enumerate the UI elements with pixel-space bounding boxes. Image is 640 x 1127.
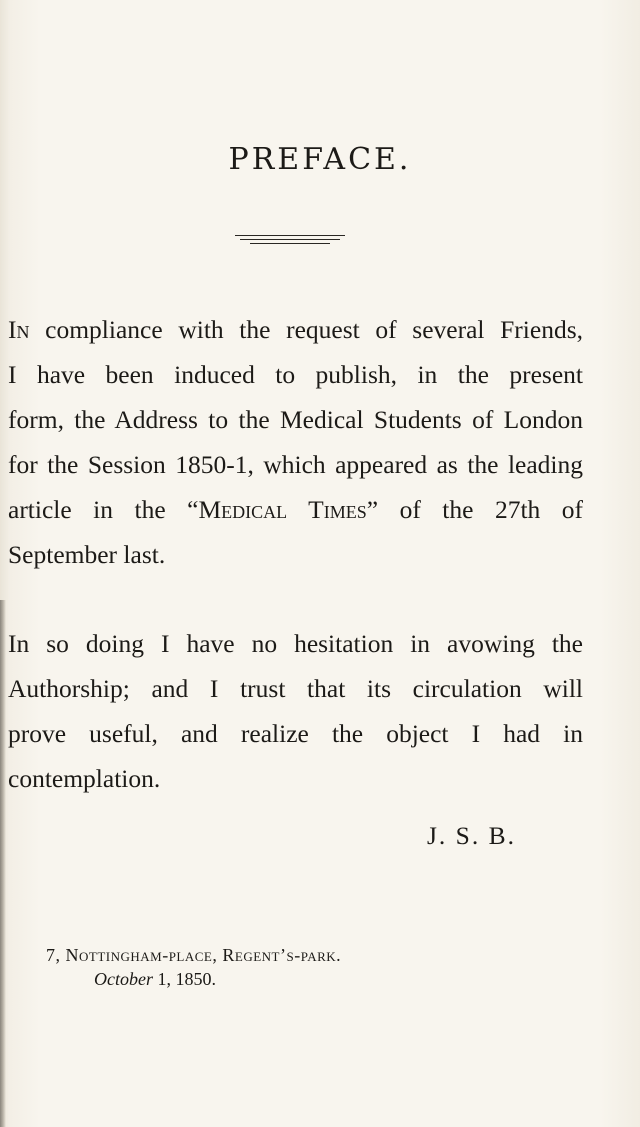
paragraph-line: I have been induced to publish, in the present	[8, 360, 583, 389]
paragraph-line: Authorship; and I trust that its circulation will	[8, 674, 583, 703]
address-line: 7, Nottingham-place, Regent’s-park.	[46, 945, 342, 965]
binding-shadow	[0, 600, 6, 1127]
paragraph-line: for the Session 1850-1, which appeared as the leading	[8, 450, 583, 479]
date-rest: 1, 1850.	[152, 969, 216, 989]
paragraph-line: In compliance with the request of several Friends,	[8, 315, 583, 344]
paragraph-line: article in the “Medical Times” of the 27th of	[8, 495, 584, 524]
ornamental-rule	[235, 235, 345, 236]
paragraph-line: prove useful, and realize the object I had in	[8, 719, 583, 748]
lead-word: In	[8, 315, 30, 344]
paragraph-line: form, the Address to the Medical Students of London	[8, 405, 583, 434]
journal-title: “Medical Times”	[187, 495, 379, 524]
paragraph-line: contemplation.	[8, 764, 161, 793]
paragraph-line: September last.	[8, 540, 166, 569]
page-title: PREFACE.	[228, 142, 412, 177]
paragraph-2	[8, 621, 583, 801]
date-month: October	[94, 969, 153, 989]
signature-initials: J. S. B.	[427, 821, 516, 850]
ornamental-rule	[240, 239, 340, 240]
paragraph-1	[8, 307, 583, 577]
paragraph-line: In so doing I have no hesitation in avowing the	[8, 629, 583, 658]
date-line	[94, 967, 216, 991]
ornamental-rule	[250, 243, 330, 244]
